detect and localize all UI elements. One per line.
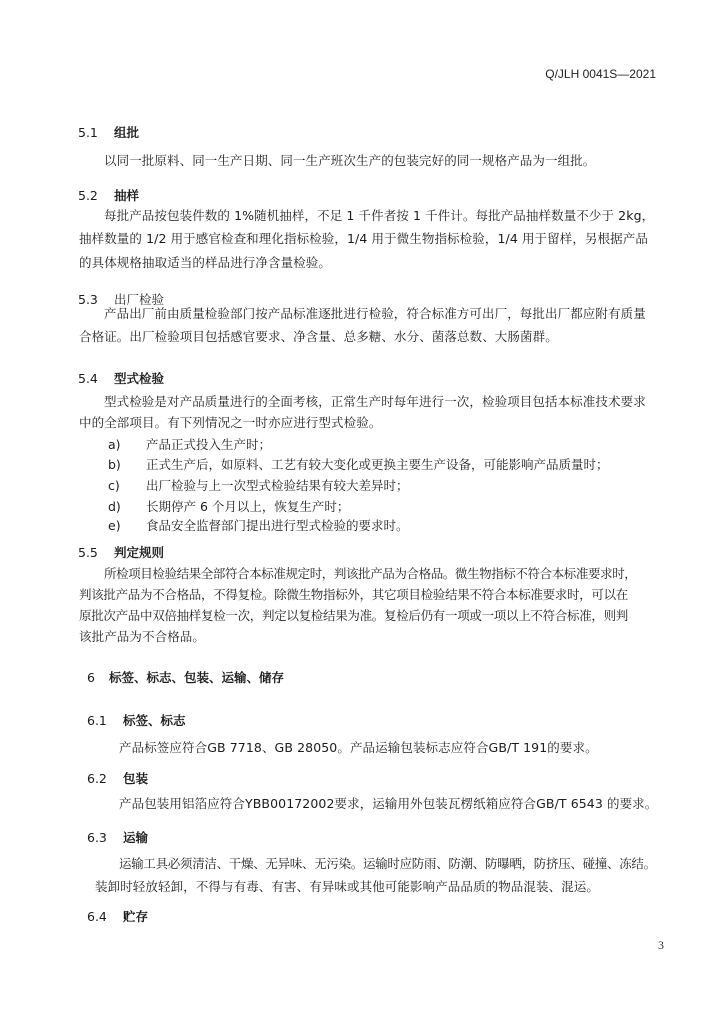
section-title: 标签、标志、包装、运输、储存 — [109, 670, 285, 685]
section-6-1-heading — [87, 711, 186, 729]
paragraph-line: 产品标签应符合GB 7718、GB 28050。产品运输包装标志应符合GB/T 191的要求。 — [119, 740, 598, 755]
paragraph-line: 型式检验是对产品质量进行的全面考核，正常生产时每年进行一次，检验项目包括本标准技术要求 — [104, 394, 646, 409]
section-number: 5.4 — [78, 371, 98, 386]
list-marker: a) — [108, 437, 121, 452]
list-item-text: 长期停产 6 个月以上，恢复生产时； — [146, 499, 350, 514]
list-item-text: 产品正式投入生产时； — [146, 437, 272, 452]
section-number: 5.3 — [78, 292, 98, 307]
paragraph-line: 的具体规格抽取适当的样品进行净含量检验。 — [79, 255, 332, 270]
list-item-text: 出厂检验与上一次型式检验结果有较大差异时； — [146, 478, 409, 493]
paragraph-line: 产品出厂前由质量检验部门按产品标准逐批进行检验，符合标准方可出厂，每批出厂都应附有质量 — [104, 306, 646, 321]
section-title: 判定规则 — [114, 545, 165, 560]
section-title: 抽样 — [114, 188, 140, 203]
paragraph-line: 抽样数量的 1/2 用于感官检查和理化指标检验，1/4 用于微生物指标检验，1/4 用于留样，另根据产品 — [79, 231, 648, 246]
paragraph-line: 运输工具必须清洁、干燥、无异味、无污染。运输时应防雨、防潮、防曝晒，防挤压、碰撞、冻结。 — [119, 856, 656, 871]
section-number: 5.2 — [78, 188, 98, 203]
paragraph-line: 装卸时轻放轻卸，不得与有毒、有害、有异味或其他可能影响产品品质的物品混装、混运。 — [95, 879, 600, 894]
section-6-3-heading — [87, 828, 148, 846]
section-6-4-heading — [87, 907, 148, 925]
section-5-1-heading — [78, 123, 139, 141]
section-6-2-heading — [87, 769, 148, 787]
section-title: 标签、标志 — [123, 713, 186, 728]
section-title: 贮存 — [123, 909, 149, 924]
section-6-heading — [87, 668, 284, 686]
section-5-4-heading — [78, 369, 164, 387]
list-marker: d) — [108, 499, 121, 514]
section-number: 6.2 — [87, 771, 107, 786]
paragraph-line: 中的全部项目。有下列情况之一时亦应进行型式检验。 — [79, 415, 382, 430]
paragraph-line: 判该批产品为不合格品，不得复检。除微生物指标外，其它项目检验结果不符合本标准要求时，可以在 — [79, 587, 629, 602]
section-title: 型式检验 — [114, 371, 165, 386]
section-title: 出厂检验 — [114, 292, 165, 307]
paragraph-line: 以同一批原料、同一生产日期、同一生产班次生产的包装完好的同一规格产品为一组批。 — [104, 153, 596, 168]
paragraph-line: 产品包装用铝箔应符合YBB00172002要求，运输用外包装瓦楞纸箱应符合GB/T 6543 的要求。 — [119, 796, 658, 811]
list-item — [108, 435, 271, 453]
list-marker: e) — [108, 518, 121, 533]
paragraph-line: 所检项目检验结果全部符合本标准规定时，判该批产品为合格品。微生物指标不符合本标准要求时， — [104, 566, 637, 581]
list-item-text: 正式生产后，如原料、工艺有较大变化或更换主要生产设备，可能影响产品质量时； — [146, 457, 609, 472]
section-5-5-heading — [78, 543, 164, 561]
page-number: 3 — [658, 938, 664, 952]
section-title: 运输 — [123, 830, 149, 845]
section-number: 6.3 — [87, 830, 107, 845]
section-number: 5.1 — [78, 125, 98, 140]
section-5-2-heading — [78, 186, 139, 204]
list-item — [108, 476, 409, 494]
list-item — [108, 497, 349, 515]
document-code-header: Q/JLH 0041S—2021 — [545, 67, 656, 81]
list-item — [108, 455, 609, 473]
list-marker: b) — [108, 457, 121, 472]
section-number: 5.5 — [78, 545, 98, 560]
section-title: 组批 — [114, 125, 140, 140]
paragraph-line: 每批产品按包装件数的 1%随机抽样，不足 1 千件者按 1 千件计。每批产品抽样数量不少于 2kg， — [104, 208, 655, 223]
section-number: 6 — [87, 670, 95, 685]
paragraph-line: 原批次产品中双倍抽样复检一次，判定以复检结果为准。复检后仍有一项或一项以上不符合标准，则判 — [79, 608, 629, 623]
list-marker: c) — [108, 478, 120, 493]
paragraph-line: 该批产品为不合格品。 — [79, 629, 206, 644]
section-number: 6.4 — [87, 909, 107, 924]
section-number: 6.1 — [87, 713, 107, 728]
list-item — [108, 516, 409, 534]
section-title: 包装 — [123, 771, 149, 786]
list-item-text: 食品安全监督部门提出进行型式检验的要求时。 — [146, 518, 409, 533]
paragraph-line: 合格证。出厂检验项目包括感官要求、净含量、总多糖、水分、菌落总数、大肠菌群。 — [79, 329, 558, 344]
